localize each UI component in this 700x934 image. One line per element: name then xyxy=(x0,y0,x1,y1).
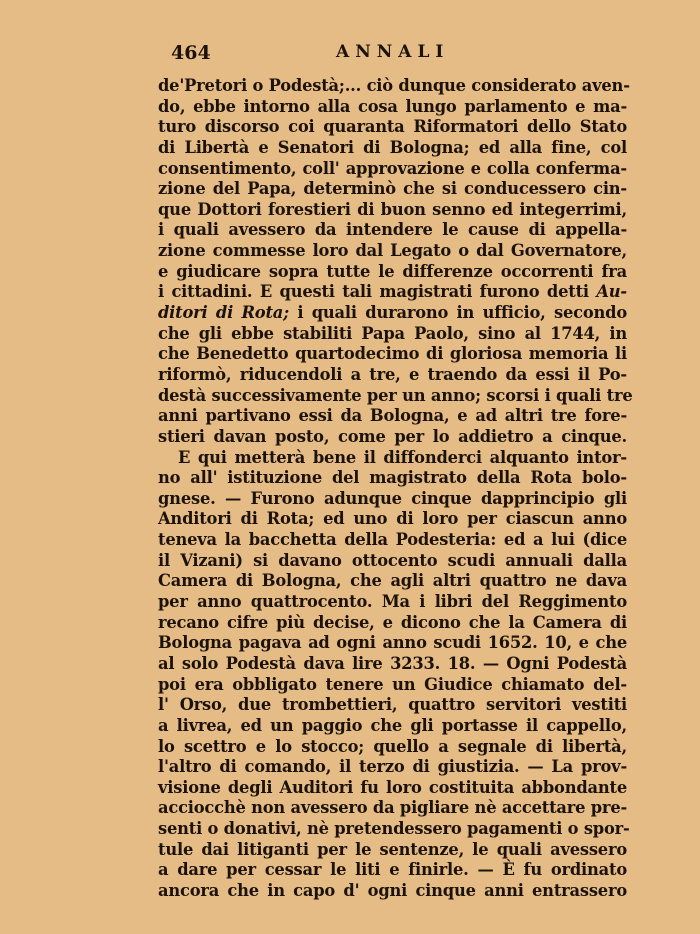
text-line: l'altro di comando, il terzo di giustizia. — La prov- xyxy=(158,757,627,777)
text-line: Camera di Bologna, che agli altri quattro ne dava xyxy=(158,571,627,591)
text-line: acciocchè non avessero da pigliare nè accettare pre- xyxy=(158,798,628,818)
text-line: poi era obbligato tenere un Giudice chiamato del- xyxy=(158,674,627,694)
text-line: visione degli Auditori fu loro costituita abbondante xyxy=(158,777,627,797)
text-line: destà successivamente per un anno; scorsi i quali tre xyxy=(158,385,633,405)
text-line: E qui metterà bene il diffonderci alquanto intor- xyxy=(178,447,627,467)
text-line: Anditori di Rota; ed uno di loro per ciascun anno xyxy=(158,509,627,529)
text-line: il Vizani) si davano ottocento scudi annuali dalla xyxy=(158,550,627,570)
text-line: gnese. — Furono adunque cinque dapprincipio gli xyxy=(158,488,627,508)
text-line: che Benedetto quartodecimo di gloriosa memoria li xyxy=(158,344,627,364)
text-line: recano cifre più decise, e dicono che la Camera di xyxy=(158,612,627,632)
text-line: l' Orso, due trombettieri, quattro servitori vestiti xyxy=(158,695,627,715)
text-line: lo scettro e lo stocco; quello a segnale di libertà, xyxy=(158,736,627,756)
text-line: i quali avessero da intendere le cause di appella- xyxy=(158,220,627,240)
text-line: a dare per cessar le liti e finirle. — È fu ordinato xyxy=(158,860,627,880)
italic-text: Au- xyxy=(596,282,627,302)
text-line: teneva la bacchetta della Podesteria: ed a lui (dice xyxy=(158,530,627,550)
text-line: al solo Podestà dava lire 3233. 18. — Ogni Podestà xyxy=(158,653,627,673)
text-line: zione commesse loro dal Legato o dal Governatore, xyxy=(158,241,627,261)
text-line: tule dai litiganti per le sentenze, le quali avessero xyxy=(158,839,627,859)
text-line: riformò, riducendoli a tre, e traendo da essi il Po- xyxy=(158,364,627,384)
text-line: de'Pretori o Podestà;... ciò dunque considerato aven- xyxy=(158,76,630,95)
text-line: che gli ebbe stabiliti Papa Paolo, sino al 1744, in xyxy=(158,323,627,343)
text-line: do, ebbe intorno alla cosa lungo parlamento e ma- xyxy=(158,96,627,116)
text-line: Bologna pagava ad ogni anno scudi 1652. 10, e che xyxy=(158,633,627,653)
text-line xyxy=(158,282,627,303)
text-line: e giudicare sopra tutte le differenze occorrenti fra xyxy=(158,261,627,281)
text-segment: i cittadini. E questi tali magistrati furono detti xyxy=(158,282,597,302)
text-line: senti o donativi, nè pretendessero pagamenti o spor- xyxy=(158,819,630,839)
italic-text: ditori di Rota; xyxy=(158,303,289,323)
text-line: di Libertà e Senatori di Bologna; ed alla fine, col xyxy=(158,137,627,157)
text-line: que Dottori forestieri di buon senno ed integerrimi, xyxy=(158,199,627,219)
text-segment: i quali durarono in ufficio, secondo xyxy=(288,303,627,323)
text-line: a livrea, ed un paggio che gli portasse il cappello, xyxy=(158,715,627,735)
body-text xyxy=(158,76,633,902)
text-line: ancora che in capo d' ogni cinque anni entrassero xyxy=(158,880,627,900)
text-line: no all' istituzione del magistrato della Rota bolo- xyxy=(158,468,627,488)
text-line xyxy=(158,303,627,324)
text-line: zione del Papa, determinò che si conducessero cin- xyxy=(158,179,627,199)
text-line: turo discorso coi quaranta Riformatori dello Stato xyxy=(158,117,627,137)
page-number: 464 xyxy=(171,42,211,64)
running-head: ANNALI xyxy=(336,42,450,62)
text-line: anni partivano essi da Bologna, e ad altri tre fore- xyxy=(158,406,627,426)
text-line: per anno quattrocento. Ma i libri del Reggimento xyxy=(158,592,627,612)
text-line: stieri davan posto, come per lo addietro a cinque. xyxy=(158,426,627,446)
text-line: consentimento, coll' approvazione e colla conferma- xyxy=(158,158,627,178)
